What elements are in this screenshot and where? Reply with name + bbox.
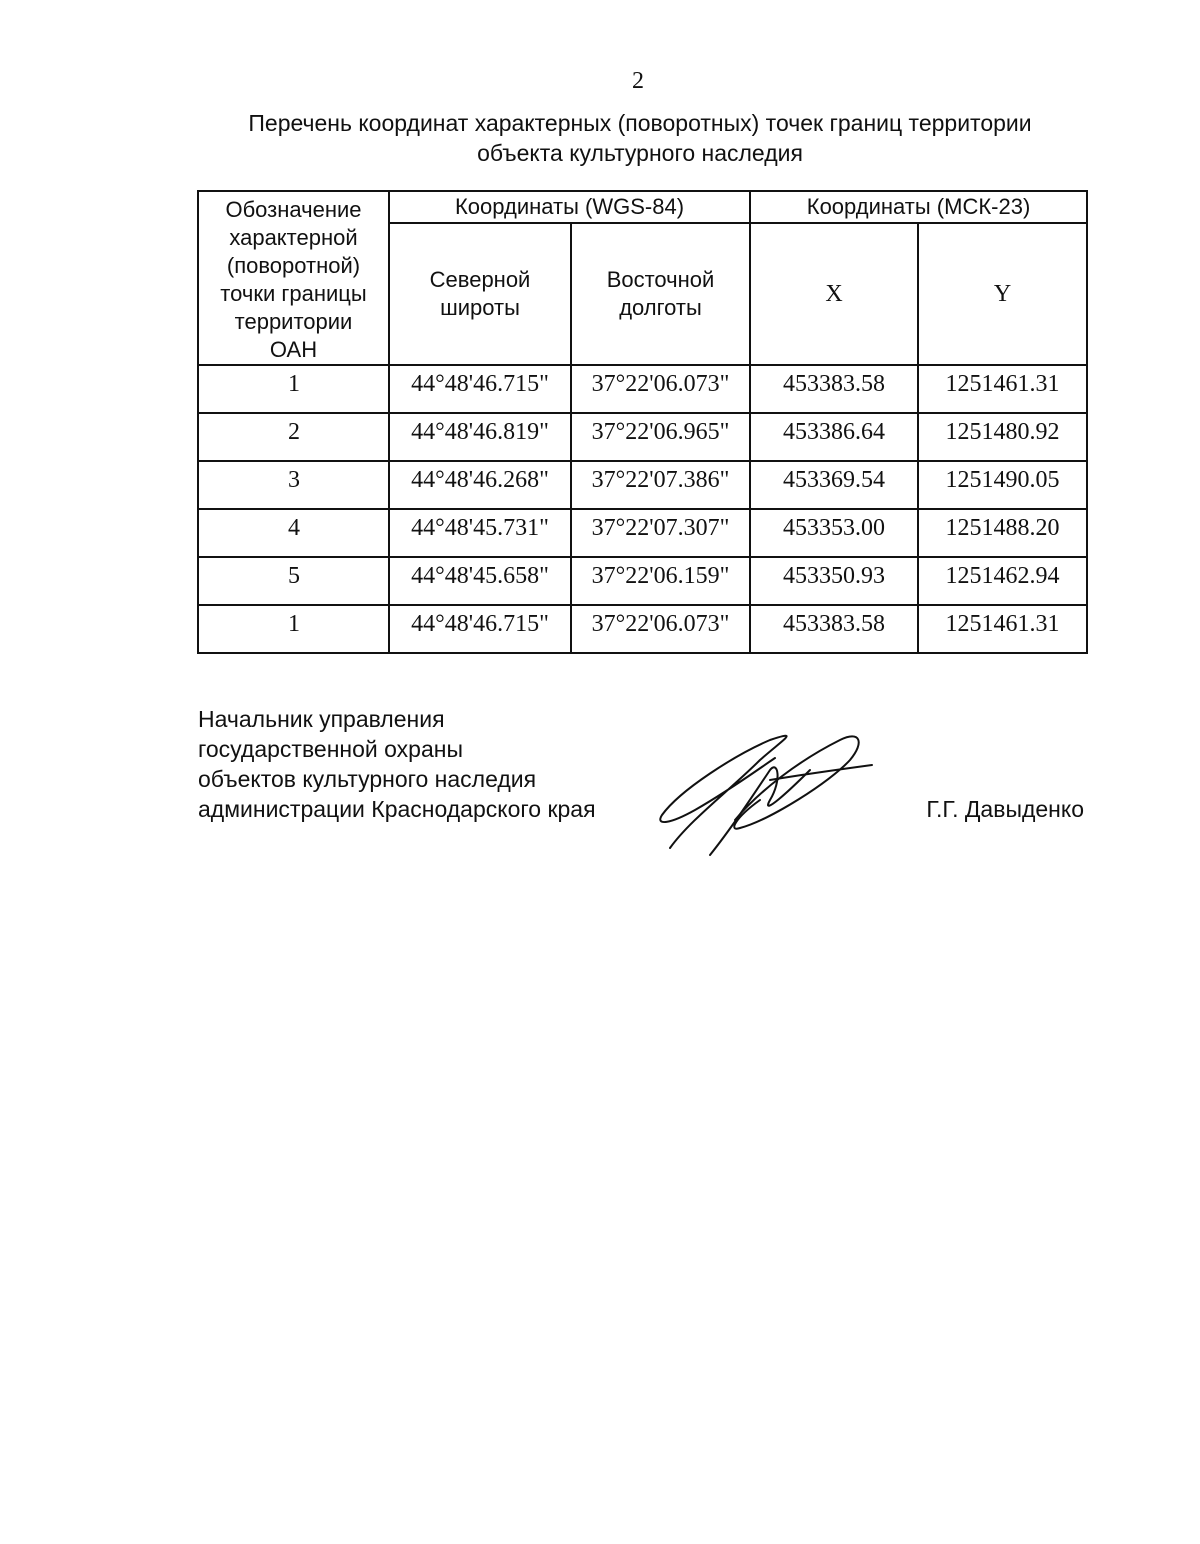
point-header-line: ОАН [269, 337, 318, 362]
position-line: государственной охраны [198, 736, 463, 762]
point-column-header [198, 191, 389, 365]
x-header: X [750, 223, 918, 365]
document-title [190, 108, 1090, 168]
longitude-cell: 37°22'06.965" [571, 413, 750, 461]
table-row [198, 605, 1087, 653]
latitude-cell: 44°48'46.715" [389, 605, 571, 653]
point-header-line: (поворотной) [226, 253, 361, 278]
signer-name: Г.Г. Давыденко [926, 796, 1084, 822]
east-header-line: долготы [619, 295, 702, 320]
page-number: 2 [632, 68, 644, 94]
wgs84-group-header: Координаты (WGS-84) [389, 191, 750, 223]
point-header-line: характерной [229, 225, 358, 250]
x-cell: 453383.58 [750, 365, 918, 413]
table-row [198, 413, 1087, 461]
east-header-line: Восточной [606, 267, 715, 292]
point-id-cell: 1 [198, 605, 389, 653]
msk23-group-header: Координаты (МСК-23) [750, 191, 1087, 223]
table-row [198, 461, 1087, 509]
north-header-line: Северной [429, 267, 531, 292]
latitude-cell: 44°48'46.819" [389, 413, 571, 461]
table-row [198, 365, 1087, 413]
position-line: объектов культурного наследия [198, 766, 537, 792]
east-longitude-header [571, 223, 750, 365]
y-cell: 1251461.31 [918, 605, 1087, 653]
signatory-position [198, 704, 596, 824]
table-row [198, 509, 1087, 557]
north-latitude-header [389, 223, 571, 365]
point-id-cell: 4 [198, 509, 389, 557]
y-cell: 1251490.05 [918, 461, 1087, 509]
point-header-line: территории [234, 309, 353, 334]
coordinates-table [197, 190, 1088, 654]
longitude-cell: 37°22'07.386" [571, 461, 750, 509]
point-id-cell: 3 [198, 461, 389, 509]
title-line-1: Перечень координат характерных (поворотных) точек границ территории [248, 110, 1032, 136]
x-cell: 453350.93 [750, 557, 918, 605]
point-id-cell: 1 [198, 365, 389, 413]
latitude-cell: 44°48'45.731" [389, 509, 571, 557]
x-cell: 453383.58 [750, 605, 918, 653]
x-cell: 453353.00 [750, 509, 918, 557]
position-line: Начальник управления [198, 706, 445, 732]
point-id-cell: 5 [198, 557, 389, 605]
latitude-cell: 44°48'45.658" [389, 557, 571, 605]
x-cell: 453386.64 [750, 413, 918, 461]
y-cell: 1251461.31 [918, 365, 1087, 413]
table-row [198, 557, 1087, 605]
latitude-cell: 44°48'46.715" [389, 365, 571, 413]
y-cell: 1251488.20 [918, 509, 1087, 557]
handwritten-signature [650, 720, 890, 860]
point-id-cell: 2 [198, 413, 389, 461]
title-line-2: объекта культурного наследия [477, 140, 803, 166]
y-header: Y [918, 223, 1087, 365]
north-header-line: широты [440, 295, 520, 320]
longitude-cell: 37°22'07.307" [571, 509, 750, 557]
x-cell: 453369.54 [750, 461, 918, 509]
longitude-cell: 37°22'06.073" [571, 605, 750, 653]
y-cell: 1251462.94 [918, 557, 1087, 605]
y-cell: 1251480.92 [918, 413, 1087, 461]
point-header-line: Обозначение [225, 197, 362, 222]
longitude-cell: 37°22'06.073" [571, 365, 750, 413]
position-line: администрации Краснодарского края [198, 796, 596, 822]
point-header-line: точки границы [220, 281, 367, 306]
longitude-cell: 37°22'06.159" [571, 557, 750, 605]
latitude-cell: 44°48'46.268" [389, 461, 571, 509]
